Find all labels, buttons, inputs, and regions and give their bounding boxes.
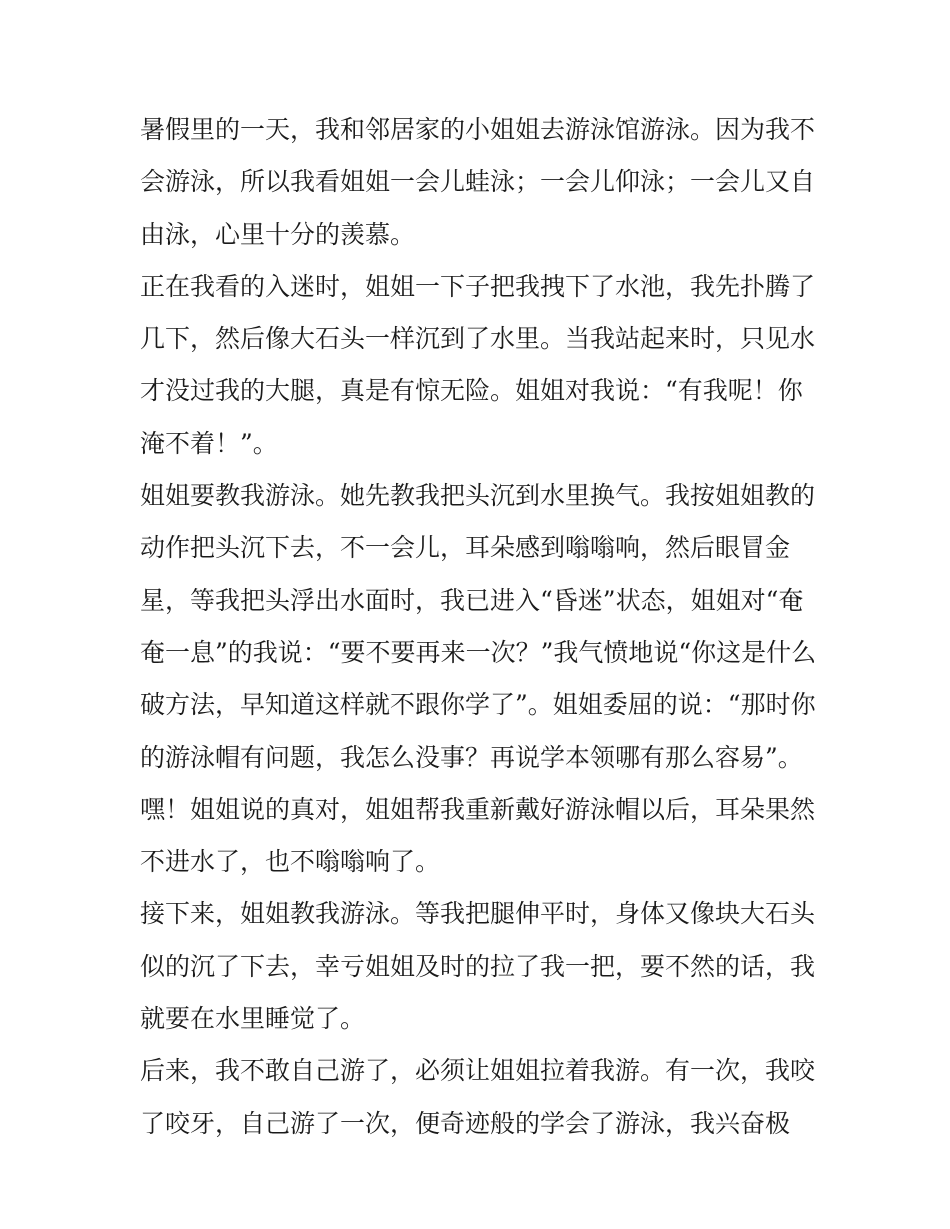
text-line-20: 了咬牙，自己游了一次，便奇迹般的学会了游泳，我兴奋极 xyxy=(140,1108,791,1138)
text-line-12: 破方法，早知道这样就不跟你学了”。姐姐委屈的说：“那时你 xyxy=(140,690,816,720)
text-line-4: 正在我看的入迷时，姐姐一下子把我拽下了水池，我先扑腾了 xyxy=(140,271,816,301)
text-line-7: 淹不着！”。 xyxy=(140,428,278,458)
text-line-11: 奄一息”的我说：“要不要再来一次？”我气愤地说“你这是什么 xyxy=(140,637,817,667)
text-line-2: 会游泳，所以我看姐姐一会儿蛙泳；一会儿仰泳；一会儿又自 xyxy=(140,167,816,197)
text-line-1: 暑假里的一天，我和邻居家的小姐姐去游泳馆游泳。因为我不 xyxy=(140,115,816,144)
text-line-10: 星，等我把头浮出水面时，我已进入“昏迷”状态，姐姐对“奄 xyxy=(140,585,804,615)
text-line-15: 不进水了，也不嗡嗡响了。 xyxy=(140,847,441,877)
text-line-13: 的游泳帽有问题，我怎么没事？再说学本领哪有那么容易”。 xyxy=(140,742,803,772)
essay-text xyxy=(140,104,820,1150)
text-line-19: 后来，我不敢自己游了，必须让姐姐拉着我游。有一次，我咬 xyxy=(140,1056,816,1086)
text-line-5: 几下，然后像大石头一样沉到了水里。当我站起来时，只见水 xyxy=(140,324,816,354)
text-line-9: 动作把头沉下去，不一会儿，耳朵感到嗡嗡响，然后眼冒金 xyxy=(140,533,791,563)
text-line-6: 才没过我的大腿，真是有惊无险。姐姐对我说：“有我呢！你 xyxy=(140,376,803,406)
text-line-3: 由泳，心里十分的羡慕。 xyxy=(140,219,416,249)
text-line-8: 姐姐要教我游泳。她先教我把头沉到水里换气。我按姐姐教的 xyxy=(140,481,816,511)
text-line-16: 接下来，姐姐教我游泳。等我把腿伸平时，身体又像块大石头 xyxy=(140,899,816,929)
text-line-14: 嘿！姐姐说的真对，姐姐帮我重新戴好游泳帽以后，耳朵果然 xyxy=(140,794,816,824)
text-line-18: 就要在水里睡觉了。 xyxy=(140,1004,366,1034)
text-line-17: 似的沉了下去，幸亏姐姐及时的拉了我一把，要不然的话，我 xyxy=(140,951,816,981)
